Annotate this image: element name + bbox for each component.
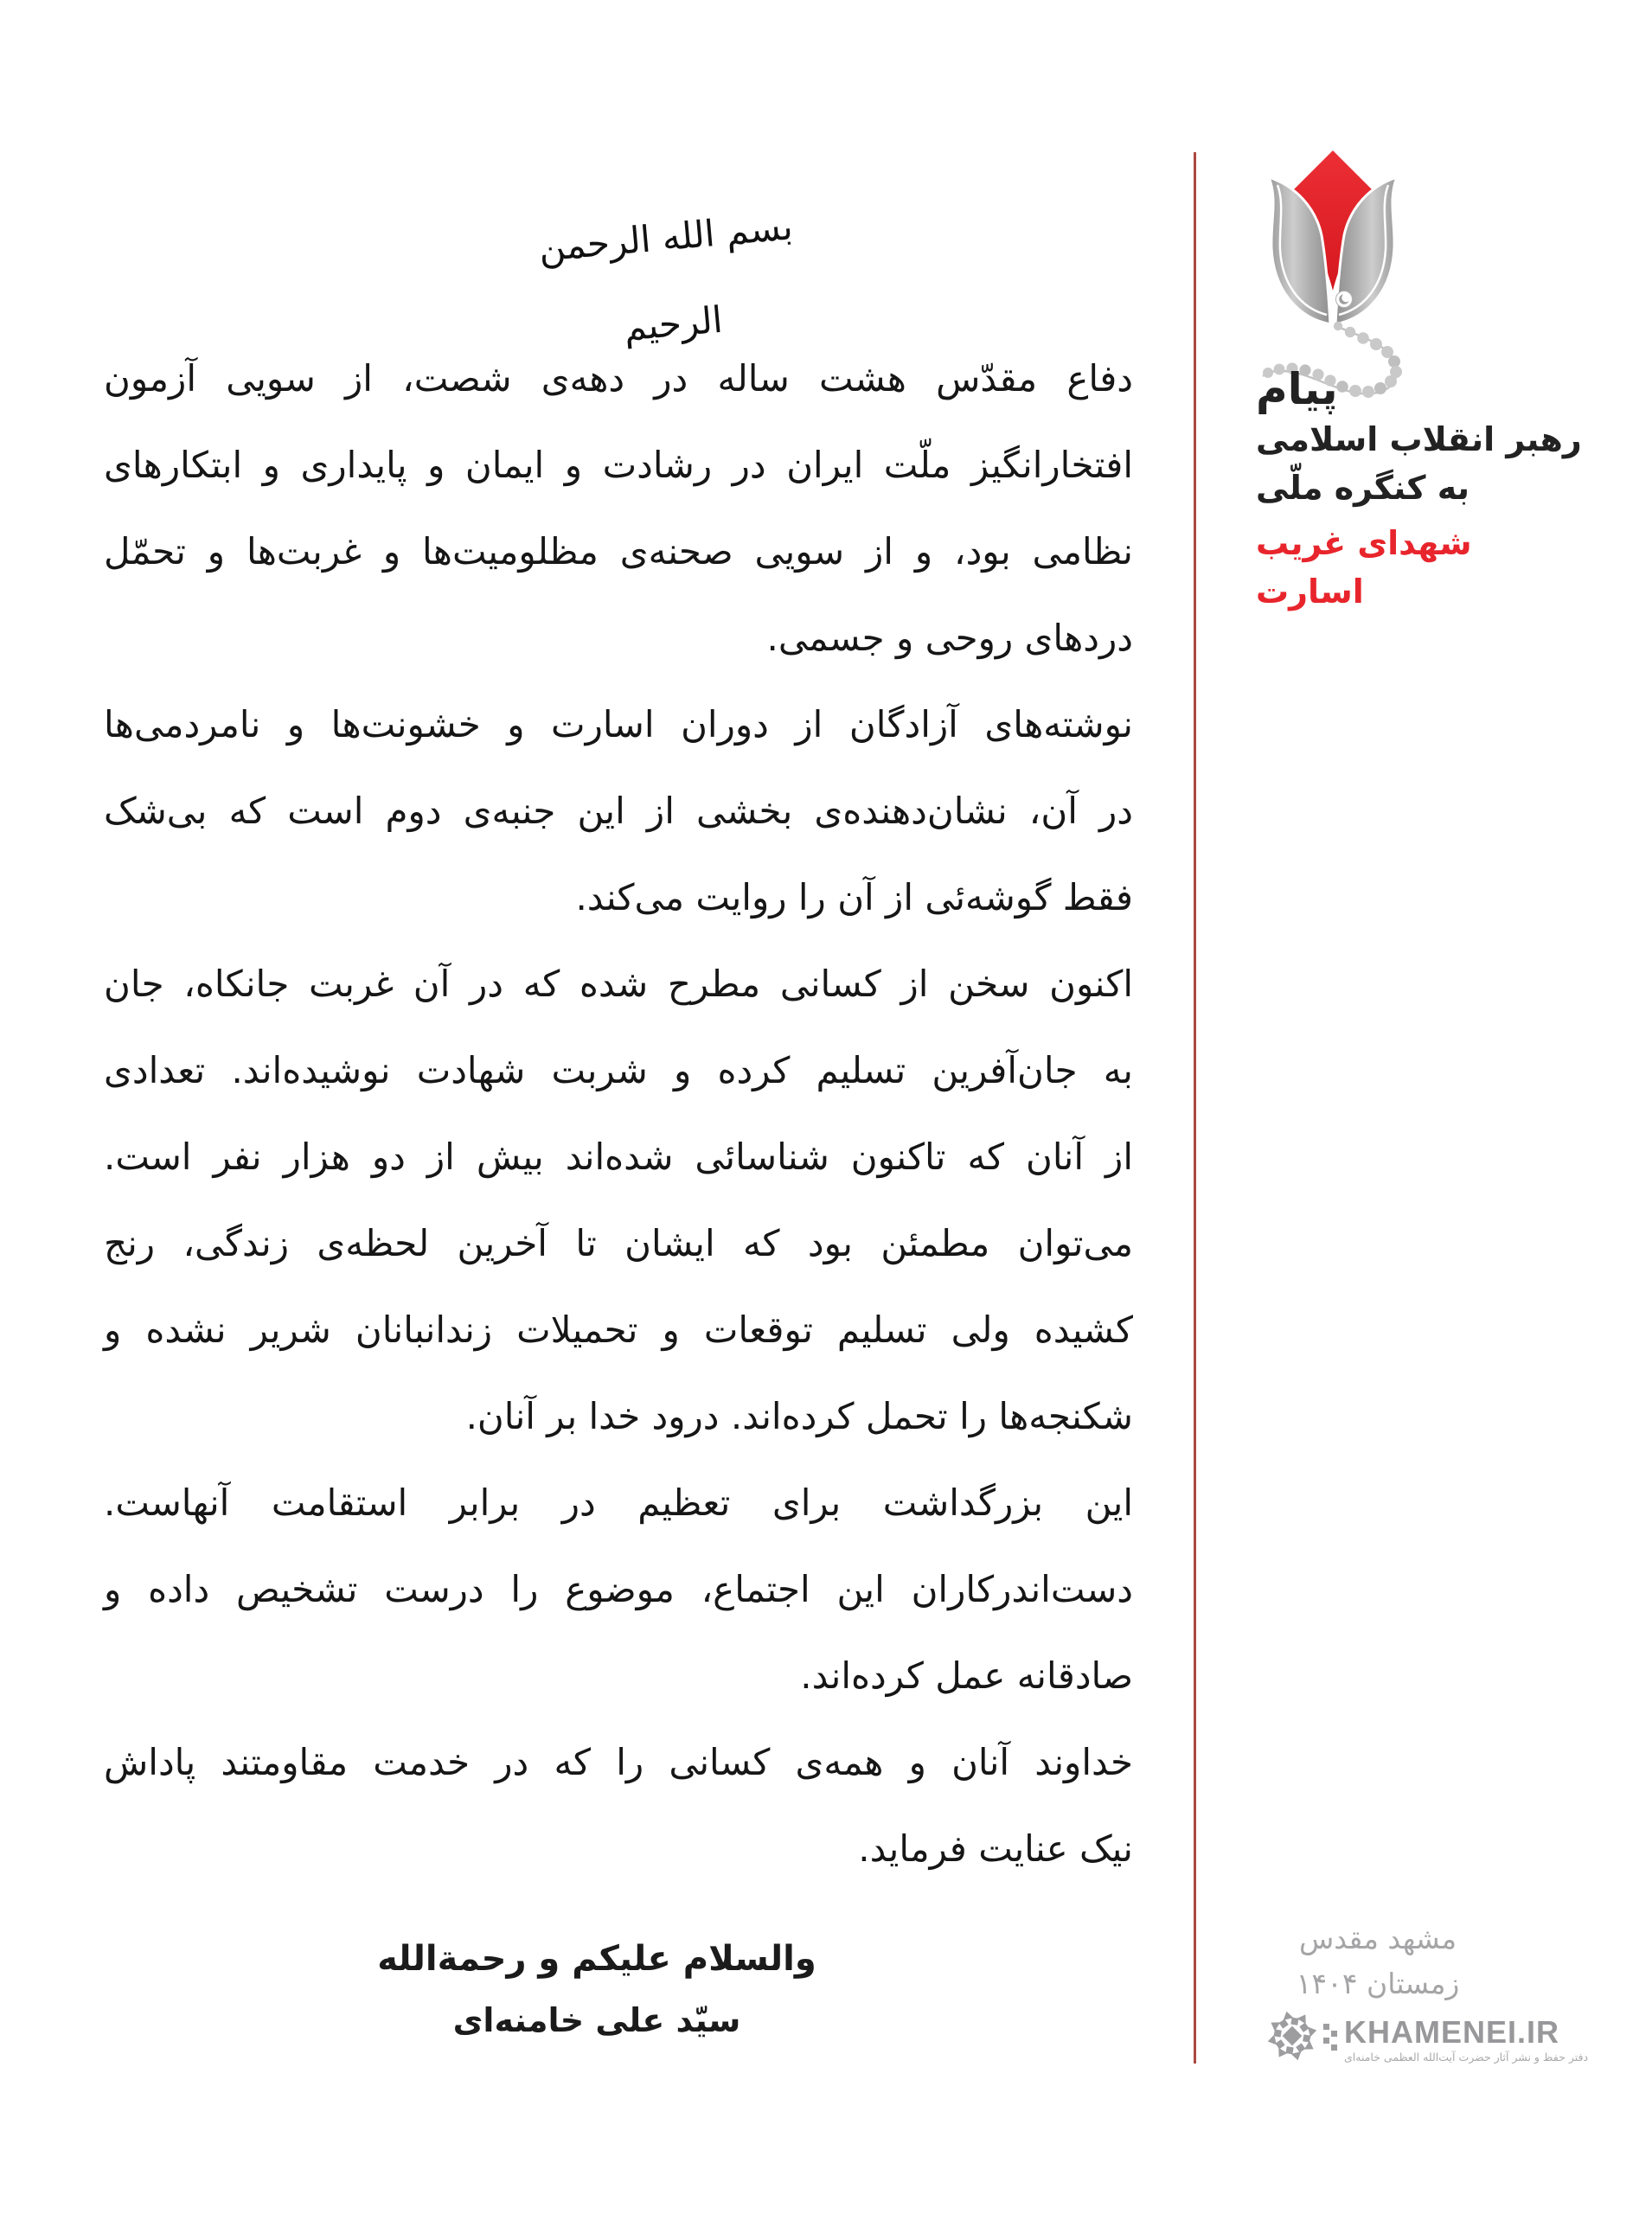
bismillah-calligraphy: بسم الله الرحمن الرحیم [536,205,795,349]
body-line: اکنون سخن از کسانی مطرح شده که در آن غربت جانکاه، جان [104,963,1133,1005]
body-line: شکنجه‌ها را تحمل کرده‌اند. درود خدا بر آنان. [465,1395,1133,1437]
footer-place: مشهد مقدس [1298,1922,1457,1955]
signature-name: سیّد علی خامنه‌ای [452,2001,741,2039]
body-line: از آنان که تاکنون شناسائی شده‌اند بیش از دو هزار نفر است. [104,1136,1133,1178]
body-line: خداوند آنان و همه‌ی کسانی را که در خدمت مقاومتند پاداش [104,1741,1133,1783]
body-line: دفاع مقدّس هشت ساله در دهه‌ی شصت، از سویی آزمون [104,357,1133,400]
red-divider-line [1194,152,1196,2064]
body-line: نوشته‌های آزادگان از دوران اسارت و خشونت‌ها و نامردمی‌ها [104,703,1133,745]
body-line: فقط گوشه‌ئی از آن را روایت می‌کند. [575,876,1133,918]
body-line: این بزرگداشت برای تعظیم در برابر استقامت آنهاست. [104,1481,1133,1524]
ring-emblem [1336,291,1353,308]
body-line: کشیده ولی تسلیم توقعات و تحمیلات زندانبانان شریر نشده و [104,1309,1133,1351]
message-body [104,336,1133,1892]
site-name: KHAMENEI.IR [1344,2014,1560,2050]
body-line: افتخارانگیز ملّت ایران در رشادت و ایمان و پایداری و ابتکارهای [104,444,1133,486]
signature-salutation: والسلام علیکم و رحمةالله [377,1939,816,1979]
checker-icon [1323,2024,1337,2051]
sidebar-subtitle-martyrs: شهدای غریب اسارت [1256,524,1472,611]
body-line: دردهای روحی و جسمی. [766,617,1133,659]
footer-date: زمستان ۱۴۰۴ [1296,1967,1460,2000]
sidebar-subtitle-congress: به کنگره ملّی [1256,469,1470,507]
sidebar-subtitle-leader: رهبر انقلاب اسلامی [1256,420,1582,458]
body-line: صادقانه عمل کرده‌اند. [800,1654,1133,1697]
footer-meta [1287,1916,1469,2006]
sidebar [1256,363,1585,616]
body-line: می‌توان مطمئن بود که ایشان تا آخرین لحظه‌ی زندگی، رنج [104,1222,1133,1264]
rosette-icon [1266,2010,1341,2062]
signature-block [363,1934,830,2044]
body-line: دست‌اندرکاران این اجتماع، موضوع را درست تشخیص داده و [104,1568,1133,1610]
body-line: نیک عنایت فرماید. [858,1827,1133,1870]
khamenei-ir-logo [1266,2010,1588,2064]
office-caption: دفتر حفظ و نشر آثار حضرت آیت‌الله العظمی خامنه‌ای [1344,2051,1589,2064]
body-line: نظامی بود، و از سویی صحنه‌ی مظلومیت‌ها و غربت‌ها و تحمّل [104,530,1133,573]
body-line: در آن، نشان‌دهنده‌ی بخشی از این جنبه‌ی دوم است که بی‌شک [104,790,1133,832]
body-line: به جان‌آفرین تسلیم کرده و شربت شهادت نوشیده‌اند. تعدادی [104,1049,1133,1091]
sidebar-title: پیام [1256,364,1338,414]
